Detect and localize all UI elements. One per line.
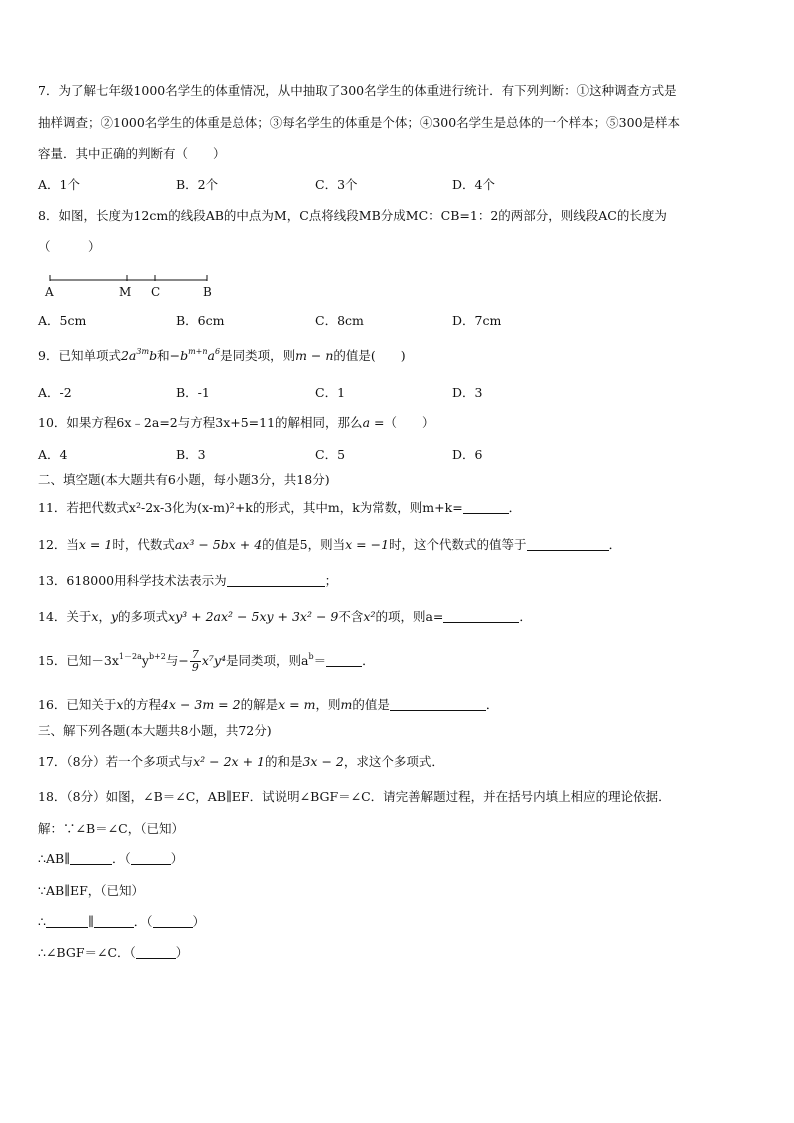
q18-step-5 (38, 945, 758, 961)
q11-text: 11．若把代数式x²-2x-3化为(x-m)²+k的形式，其中m，k为常数，则m+k= (38, 500, 463, 515)
q10-option-b: B．3 (176, 447, 206, 462)
q12-pre: 12．当 (38, 537, 79, 552)
q12-answer-blank[interactable] (527, 538, 609, 551)
q14-mid2: 不含 (338, 609, 364, 624)
q11-end: ． (508, 500, 522, 515)
q12-end: ． (608, 537, 622, 552)
q18-step-4-text: ∴ (38, 914, 46, 929)
q16-post: 的值是 (352, 697, 390, 712)
q18-step-4-end: ） (192, 914, 206, 929)
q14-var-y: y (110, 609, 119, 624)
q12-mid2: 的值是5，则当 (262, 537, 346, 552)
point-label-b: B (203, 285, 212, 299)
q16-mid3: ，则 (315, 697, 341, 712)
q16-m: m (340, 697, 353, 712)
q7-option-c: C．3个 (315, 177, 358, 192)
q9-and: 和 (157, 348, 170, 363)
q12-stem (38, 537, 758, 553)
q18-step-2-end: ） (170, 851, 184, 866)
q18-step-5-end: ） (175, 945, 189, 960)
section-fill-in-heading: 二、填空题(本大题共有6小题，每小题3分，共18分) (38, 472, 330, 487)
point-label-m: M (119, 285, 132, 299)
q18-step-4-parallel: ∥ (87, 914, 94, 929)
q7-option-a: A．1个 (38, 177, 80, 192)
q18-step-3: ∵AB∥EF，（已知） (38, 883, 144, 898)
q12-post: 时，这个代数式的值等于 (389, 537, 527, 552)
q18-blank-2[interactable] (46, 915, 88, 928)
q16-equation: 4x − 3m = 2 (160, 697, 241, 712)
q18-reason-blank-1[interactable] (131, 852, 171, 865)
q13-text: 13．618000用科学技术法表示为 (38, 573, 227, 588)
q14-end: ． (519, 609, 532, 624)
q9-stem (38, 348, 758, 364)
q15-exp1: 1－2a (118, 652, 142, 661)
q17-stem (38, 754, 758, 770)
q15-stem (38, 649, 758, 674)
q9-text-mid: 是同类项，则 (220, 348, 296, 363)
q10-option-a: A．4 (38, 447, 68, 462)
q15-mid: 与 (165, 653, 179, 668)
q9-term2-exp: m+n (188, 347, 208, 356)
q10-text: 10．如果方程6x﹣2a=2与方程3x+5=11的解相同，那么 (38, 415, 363, 430)
q9-text-post: 的值是( ) (333, 348, 406, 363)
q17-poly1: x² − 2x + 1 (193, 754, 265, 769)
q18-reason-blank-2[interactable] (153, 915, 193, 928)
q16-mid2: 的解是 (240, 697, 279, 712)
q18-step-2-mid: ．（ (111, 851, 131, 866)
q8-line-2: （ ） (38, 239, 101, 254)
q18-step-2 (38, 851, 758, 867)
q15-power-exp: b (308, 652, 314, 661)
q11-answer-blank[interactable] (463, 501, 509, 514)
q10-stem (38, 415, 758, 431)
q15-tail: x⁷y⁴ (201, 653, 226, 668)
q7-option-b: B．2个 (176, 177, 219, 192)
q8-line-1: 8．如图，长度为12cm的线段AB的中点为M，C点将线段MB分成MC：CB=1：2的两部分，则线段AC的长度为 (38, 208, 667, 223)
q14-answer-blank[interactable] (443, 610, 519, 623)
q9-term2-a: a (207, 348, 215, 363)
q16-answer-blank[interactable] (390, 698, 486, 711)
q14-sep: ， (98, 609, 111, 624)
q15-post: 是同类项，则a (226, 653, 309, 668)
q9-term1-tail: b (149, 348, 158, 363)
q15-y: y (141, 653, 149, 668)
q18-stem: 18．（8分）如图，∠B＝∠C，AB∥EF．试说明∠BGF＝∠C．请完善解题过程，并在括号内填上相应的理论依据． (38, 789, 671, 804)
q9-option-a: A．-2 (38, 385, 72, 400)
q14-post: 的项，则a= (375, 609, 444, 624)
segment-figure (44, 272, 214, 302)
q10-option-c: C．5 (315, 447, 346, 462)
q12-polynomial: ax³ − 5bx + 4 (174, 537, 263, 552)
q17-poly2: 3x − 2 (302, 754, 344, 769)
q12-cond2: x = −1 (345, 537, 390, 552)
q9-text-pre: 9．已知单项式 (38, 348, 121, 363)
q14-polynomial: xy³ + 2ax² − 5xy + 3x² − 9 (168, 609, 339, 624)
q18-reason-blank-3[interactable] (136, 946, 176, 959)
section-solve-heading: 三、解下列各题(本大题共8小题，共72分) (38, 723, 272, 738)
q10-expr: a = (362, 415, 385, 430)
q8-option-d: D．7cm (452, 313, 502, 328)
q15-minus: − (178, 653, 189, 668)
q16-pre: 16．已知关于 (38, 697, 117, 712)
q14-pre: 14．关于 (38, 609, 92, 624)
q16-mid: 的方程 (123, 697, 161, 712)
q15-eq: ＝ (313, 653, 327, 668)
q15-numerator: 7 (191, 648, 199, 661)
q9-term2 (170, 348, 220, 363)
q18-blank-1[interactable] (70, 852, 112, 865)
q9-option-d: D．3 (452, 385, 483, 400)
q18-blank-3[interactable] (94, 915, 134, 928)
q16-stem (38, 697, 758, 713)
q15-end: ． (362, 653, 375, 668)
q15-fraction (190, 649, 201, 674)
q9-term1-exp: 3m (136, 347, 150, 356)
q15-denominator: 9 (191, 661, 199, 674)
q10-option-d: D．6 (452, 447, 483, 462)
q14-term: x² (363, 609, 376, 624)
q17-pre: 17．（8分）若一个多项式与 (38, 754, 194, 769)
q9-term2-base: −b (169, 348, 189, 363)
q14-stem (38, 609, 758, 625)
q12-cond1: x = 1 (78, 537, 113, 552)
q13-answer-blank[interactable] (227, 574, 325, 587)
q18-step-4-mid: ．（ (133, 914, 153, 929)
q11-stem (38, 500, 758, 516)
q15-exp2: b+2 (148, 652, 166, 661)
q9-term2-aexp: 6 (214, 347, 221, 356)
q18-step-4 (38, 914, 758, 930)
q7-option-d: D．4个 (452, 177, 495, 192)
q8-option-b: B．6cm (176, 313, 225, 328)
q16-var: x (116, 697, 124, 712)
q8-option-c: C．8cm (315, 313, 364, 328)
q8-option-a: A．5cm (38, 313, 87, 328)
q7-line-2: 抽样调查；②1000名学生的体重是总体；③每名学生的体重是个体；④300名学生是总体的一个样本；⑤300是样本 (38, 115, 681, 130)
q9-expr: m − n (295, 348, 334, 363)
q14-mid: 的多项式 (118, 609, 169, 624)
q18-step-5-text: ∴∠BGF＝∠C．（ (38, 945, 136, 960)
q15-pre: 15．已知－3x (38, 653, 119, 668)
segment-line (44, 272, 214, 286)
q9-option-c: C．1 (315, 385, 346, 400)
q9-option-b: B．-1 (176, 385, 210, 400)
q17-mid: 的和是 (264, 754, 303, 769)
q16-solution: x = m (278, 697, 316, 712)
q13-stem (38, 573, 758, 589)
q18-step-2-text: ∴AB∥ (38, 851, 70, 866)
q14-var-x: x (91, 609, 99, 624)
q7-line-1: 7．为了解七年级1000名学生的体重情况，从中抽取了300名学生的体重进行统计．有下列判断：①这种调查方式是 (38, 83, 677, 98)
q10-post: （ ） (384, 415, 435, 430)
q7-line-3: 容量．其中正确的判断有（ ） (38, 146, 226, 161)
q9-term1-coef: 2a (120, 348, 137, 363)
point-label-c: C (151, 285, 161, 299)
point-label-a: A (45, 285, 54, 299)
q17-post: ，求这个多项式． (343, 754, 444, 769)
q18-step-1: 解：∵∠B＝∠C，（已知） (38, 821, 184, 836)
q15-answer-blank[interactable] (326, 654, 362, 667)
q12-mid1: 时，代数式 (112, 537, 175, 552)
q13-end: ； (324, 573, 338, 588)
q9-term1 (121, 348, 157, 363)
q16-end: ． (485, 697, 499, 712)
